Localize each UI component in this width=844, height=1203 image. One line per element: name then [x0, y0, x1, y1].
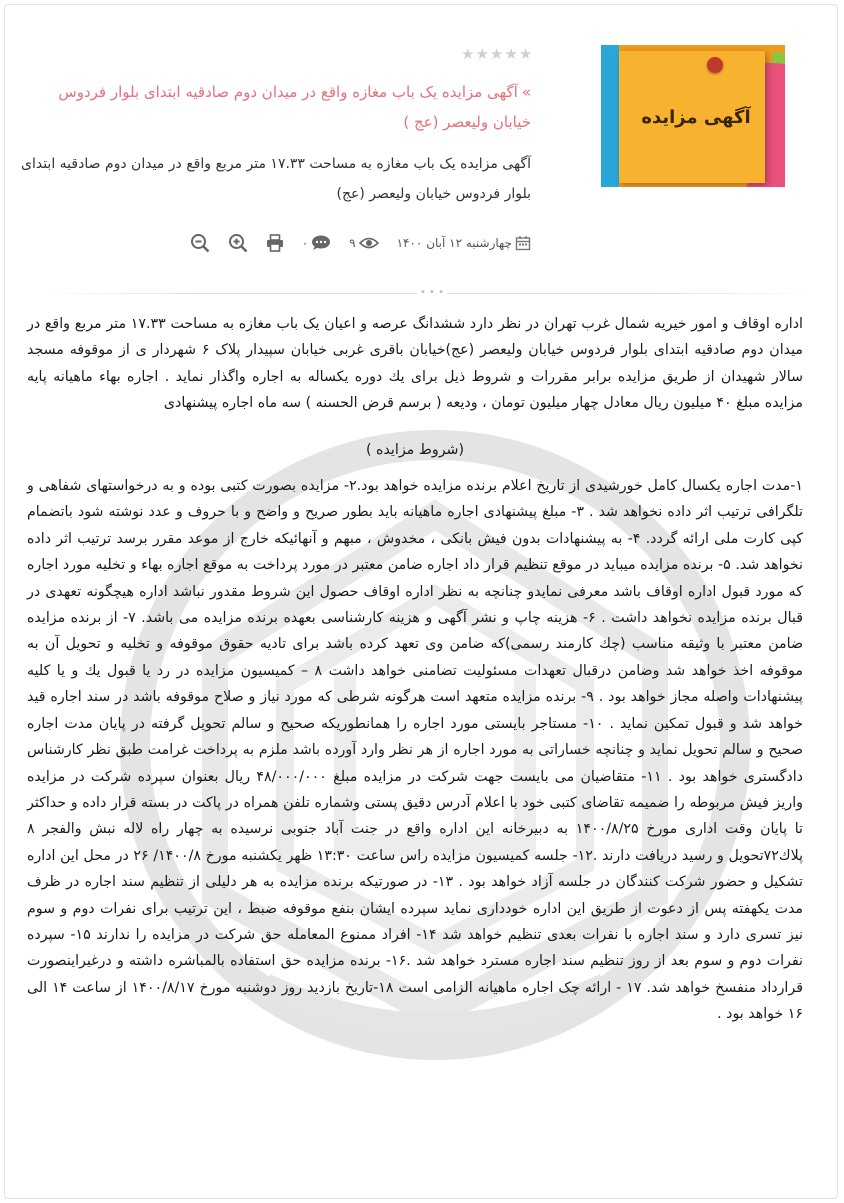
rating-stars[interactable]: ★★★★★: [461, 45, 534, 63]
pin-icon: [707, 57, 723, 73]
meta-comments[interactable]: [302, 235, 331, 251]
zoom-out-button[interactable]: [190, 233, 210, 253]
divider-ornament: • • •: [417, 286, 447, 300]
meta-date-text: چهارشنبه ۱۲ آبان ۱۴۰۰: [396, 236, 512, 250]
calendar-icon: [515, 235, 531, 251]
news-article: [4, 4, 838, 1199]
meta-date: [397, 235, 531, 251]
article-title-text[interactable]: آگهی مزایده یک باب مغازه واقع در میدان دوم صادقیه ابتدای بلوار فردوس خیابان ولیعصر (عج ): [58, 83, 531, 131]
print-button[interactable]: [266, 234, 284, 252]
zoom-in-button[interactable]: [228, 233, 248, 253]
article-title[interactable]: [31, 77, 531, 137]
thumbnail-note: [619, 51, 765, 183]
body-conditions: ۱-مدت اجاره یكسال كامل خورشیدی از تاریخ اعلام برنده مزایده خواهد بود.۲- مزایده بصورت كتبی بوده و به درخواستهای شفاهی و تلگرافی ترتیب اثر داده نخواهد شد . ۳- مبلغ پیشنهادی اجاره ماهیانه باید بطور صریح و واضح و با حروف و عدد نوشته شود باتضمام کپی کارت ملی ارائه گردد. ۴- به پیشنهادات بدون فیش بانكی ، مخدوش ، مبهم و آنهائیكه خارج از موعد مقرر برسد ترتیب اثر داده نخواهد شد. ۵- برنده مزایده میباید در موقع تنظیم قرار داد اجاره ضامن معتبر در مورد پرداخت به موقع اجاره بهاء و تخلیه مورد اجاره كه مورد قبول اداره اوقاف باشد معرفی نمایدو چنانچه به نظر اداره اوقاف حصول این شروط مقدور نباشد اداره هیچگونه تعهدی در قبال برنده مزایده نخواهد داشت . ۶- هزینه چاپ و نشر آگهی و هزینه كارشناسی بعهده برنده مزایده می باشد. ۷- از برنده مزایده ضامن معتبر با وثیقه مناسب (چك كارمند رسمی)كه ضامن وی تعهد كرده باشد برای تادیه حقوق موقوفه و تخلیه و تحویل آن به موقوفه اخذ خواهد شد وضامن درقبال تعهدات مسئولیت تضامنی خواهد داشت ۸ – كمیسیون مزایده در رد یا قبول یك و یا كلیه پیشنهادات واصله مجاز خواهد بود . ۹- برنده مزایده متعهد است هرگونه شرطی كه مورد نیاز و صلاح موقوفه باشد در سند اجاره قید خواهد شد و قبول تمكین نماید . ۱۰- مستاجر بایستی مورد اجاره را همانطوریكه صحیح و سالم تحویل گرفته در پایان مدت اجاره صحیح و سالم تحویل نماید و چنانچه خساراتی به مورد اجاره از هر نظر وارد آورده باشد ملزم به پرداخت غرامت طبق نظر كارشناس دادگستری خواهد بود . ۱۱- متقاضیان می بایست جهت شركت در مزایده مبلغ ۴۸/۰۰۰/۰۰۰ ریال بعنوان سپرده شركت در مزایده واریز فیش مربوطه را ضمیمه تقاضای كتبی خود با اعلام آدرس دقیق پستی وشماره تلفن همراه در پاكت در بسته قرار داده و حداكثر تا پایان وقت اداری مورخ ۱۴۰۰/۸/۲۵ به دبیرخانه این اداره واقع در جنت آباد جنوبی نرسیده به چهار راه لاله نبش والفجر ۸ پلاك۷۲تحویل و رسید دریافت دارند .۱۲- جلسه كمیسیون مزایده راس ساعت ۱۳:۳۰ ظهر یكشنبه مورخ ۱۴۰۰/۸/ ۲۶ در محل این اداره تشكیل و حضور شركت كنندگان در جلسه آزاد خواهد بود . ۱۳- در صورتیكه برنده مزایده به هر دلیلی از تنظیم سند اجاره در ظرف مدت یكهفته پس از دعوت از طریق این اداره خودداری نماید سپرده ایشان بنفع موقوفه ضبط ، این ترتیب برای نفرات دوم و سوم نیز تسری دارد و سند اجاره با نفرات بعدی تنظیم خواهد شد ۱۴- افراد ممنوع المعامله حق شركت در مزایده را ندارند ۱۵- سپرده نفرات دوم و سوم بعد از روز تنظیم سند اجاره مسترد خواهد شد .۱۶- برنده مزایده حق استفاده بالمباشره داشته و درغیراینصورت قرارداد منفسخ خواهد شد. ۱۷ - ارائه چک اجاره ماهیانه الزامی است ۱۸-تاریخ بازدید روز دوشنبه مورخ ۱۴۰۰/۸/۱۷ از ساعت ۱۴ الی ۱۶ خواهد بود .: [27, 478, 804, 1023]
article-meta: [31, 231, 531, 255]
meta-views-count: ۹: [349, 236, 356, 250]
article-thumbnail[interactable]: [601, 45, 785, 187]
body-intro: اداره اوقاف و امور خیریه شمال غرب تهران در نظر دارد ششدانگ عرصه و اعیان یک باب مغازه به مساحت ۱۷.۳۳ متر مربع واقع در میدان دوم صادقیه ابتدای بلوار فردوس خیابان ولیعصر (عج)خیابان باقری غربی خیابان سپیدار پلاک ۶ شهردار ی از موقوفه مسجد سالار شهیدان از طریق مزایده برابر مقررات و شروط ذیل برای یك دوره یكساله به اجاره واگذار نماید . اجاره بهاء ماهیانه پایه مزایده مبلغ ۴۰ میلیون ریال معادل چهار میلیون تومان ، ودیعه ( برسم قرض الحسنه ) سه ماه اجاره پیشنهادی: [27, 316, 803, 412]
chevron-icon: »: [521, 83, 531, 101]
eye-icon: [359, 236, 379, 250]
conditions-heading: (شروط مزایده ): [366, 441, 464, 458]
zoom-in-icon: [228, 233, 248, 253]
article-summary: آگهی مزایده یک باب مغازه به مساحت ۱۷.۳۳ متر مربع واقع در میدان دوم صادقیه ابتدای بلوار فردوس خیابان ولیعصر (عج): [21, 156, 531, 202]
meta-views: [349, 236, 378, 250]
thumbnail-stripe: [601, 45, 619, 187]
article-body: [27, 311, 803, 1028]
meta-comments-count: ۰: [301, 236, 309, 250]
comment-icon: [311, 235, 331, 251]
print-icon: [266, 234, 284, 252]
zoom-out-icon: [190, 233, 210, 253]
thumbnail-label: آگهی مزایده: [641, 107, 751, 128]
